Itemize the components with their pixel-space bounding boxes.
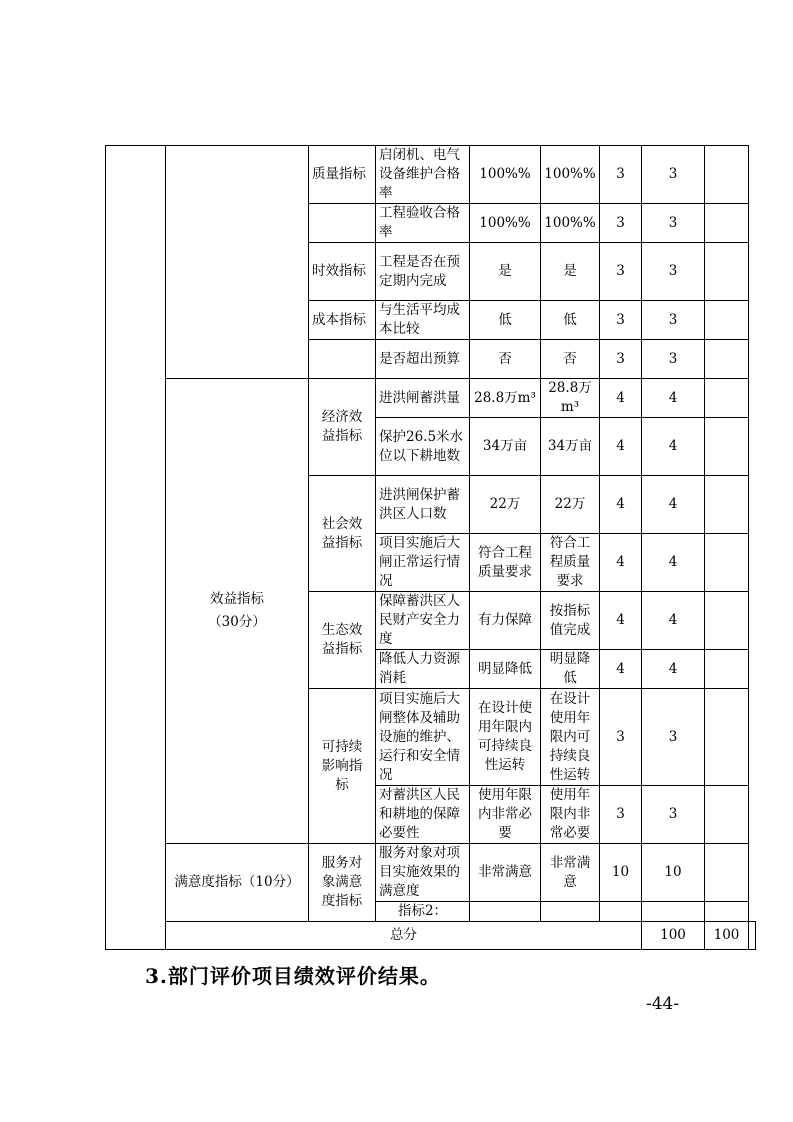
remark-cell [705, 689, 749, 786]
target-cell: 明显降低 [470, 650, 541, 689]
score-cell: 3 [642, 340, 705, 379]
score-cell: 3 [642, 243, 705, 301]
indicator-cell: 项目实施后大闸整体及辅助设施的维护、运行和安全情况 [376, 689, 470, 786]
table-row [106, 844, 756, 902]
sub-indicator-cell [309, 689, 376, 844]
actual-cell: 明显降低 [541, 650, 600, 689]
weight-cell: 4 [600, 379, 642, 418]
score-cell: 3 [642, 786, 705, 844]
page-number: -44- [646, 994, 680, 1014]
indicator-cell: 进洪闸蓄洪量 [376, 379, 470, 418]
target-cell: 符合工程质量要求 [470, 534, 541, 592]
sub-indicator-cell: 质量指标 [309, 146, 376, 204]
weight-cell: 3 [600, 243, 642, 301]
weight-cell: 3 [600, 340, 642, 379]
remark-cell [705, 786, 749, 844]
weight-cell: 3 [600, 689, 642, 786]
target-cell: 28.8万m³ [470, 379, 541, 418]
target-cell: 否 [470, 340, 541, 379]
target-cell: 使用年限内非常必要 [470, 786, 541, 844]
actual-cell: 符合工程质量要求 [541, 534, 600, 592]
remark-cell [705, 650, 749, 689]
weight-cell: 4 [600, 418, 642, 476]
table-row [106, 379, 756, 418]
weight-cell: 10 [600, 844, 642, 902]
sub-indicator-label: 经济效益指标 [321, 409, 363, 444]
benefit-category-label: 效益指标（30分） [208, 591, 266, 630]
indicator-cell: 服务对象对项目实施效果的满意度 [376, 844, 470, 902]
score-cell: 4 [642, 534, 705, 592]
weight-cell: 3 [600, 204, 642, 243]
section-heading: 3.部门评价项目绩效评价结果。 [145, 964, 441, 988]
target-cell: 22万 [470, 476, 541, 534]
remark-cell [705, 340, 749, 379]
remark-cell [705, 476, 749, 534]
satisfaction-category-cell: 满意度指标（10分） [166, 844, 309, 922]
indicator-cell: 工程是否在预定期内完成 [376, 243, 470, 301]
actual-cell: 在设计使用年限内可持续良性运转 [541, 689, 600, 786]
total-row [106, 922, 756, 950]
sub-indicator-cell [309, 844, 376, 922]
weight-cell: 3 [600, 786, 642, 844]
actual-cell: 否 [541, 340, 600, 379]
remark-cell [705, 418, 749, 476]
remark-cell [705, 534, 749, 592]
weight-cell [600, 902, 642, 922]
target-cell: 100%% [470, 146, 541, 204]
weight-cell: 3 [600, 146, 642, 204]
score-cell: 3 [642, 146, 705, 204]
target-cell: 100%% [470, 204, 541, 243]
output-category-cell [166, 146, 309, 379]
remark-cell [705, 301, 749, 340]
target-cell: 低 [470, 301, 541, 340]
score-cell: 4 [642, 418, 705, 476]
actual-cell: 22万 [541, 476, 600, 534]
actual-cell: 100%% [541, 146, 600, 204]
target-cell: 在设计使用年限内可持续良性运转 [470, 689, 541, 786]
actual-cell: 非常满意 [541, 844, 600, 902]
indicator-cell: 降低人力资源消耗 [376, 650, 470, 689]
remark-cell [705, 204, 749, 243]
sub-indicator-cell [309, 476, 376, 592]
sub-indicator-label: 社会效益指标 [321, 515, 363, 551]
outer-blank-cell [106, 146, 166, 950]
total-score: 100 [705, 922, 749, 950]
actual-cell: 低 [541, 301, 600, 340]
benefit-category-cell [166, 379, 309, 844]
remark-cell [705, 243, 749, 301]
sub-indicator-cell: 成本指标 [309, 301, 376, 340]
performance-table [105, 145, 756, 950]
indicator-cell: 与生活平均成本比较 [376, 301, 470, 340]
actual-cell: 34万亩 [541, 418, 600, 476]
total-weight: 100 [642, 922, 705, 950]
sub-indicator-cell [309, 379, 376, 476]
weight-cell: 4 [600, 534, 642, 592]
weight-cell: 3 [600, 301, 642, 340]
indicator-cell: 启闭机、电气设备维护合格率 [376, 146, 470, 204]
indicator-cell: 工程验收合格率 [376, 204, 470, 243]
score-cell: 4 [642, 476, 705, 534]
sub-indicator-cell [309, 592, 376, 689]
sub-indicator-cell [309, 204, 376, 243]
weight-cell: 4 [600, 592, 642, 650]
target-cell: 是 [470, 243, 541, 301]
score-cell: 3 [642, 689, 705, 786]
actual-cell [541, 902, 600, 922]
score-cell: 3 [642, 301, 705, 340]
target-cell: 34万亩 [470, 418, 541, 476]
sub-indicator-label: 服务对象满意度指标 [321, 855, 363, 909]
actual-cell: 按指标值完成 [541, 592, 600, 650]
sub-indicator-label: 可持续影响指标 [321, 738, 363, 793]
actual-cell: 28.8万m³ [541, 379, 600, 418]
remark-cell [705, 844, 749, 902]
sub-indicator-cell [309, 340, 376, 379]
score-cell: 4 [642, 379, 705, 418]
actual-cell: 100%% [541, 204, 600, 243]
remark-cell [705, 146, 749, 204]
actual-cell: 是 [541, 243, 600, 301]
remark-cell [705, 902, 749, 922]
total-label: 总分 [166, 922, 642, 950]
actual-cell: 使用年限内非常必要 [541, 786, 600, 844]
indicator-cell: 进洪闸保护蓄洪区人口数 [376, 476, 470, 534]
sub-indicator-label: 生态效益指标 [321, 622, 363, 657]
indicator-cell: 对蓄洪区人民和耕地的保障必要性 [376, 786, 470, 844]
indicator-cell: 项目实施后大闸正常运行情况 [376, 534, 470, 592]
table-row [106, 146, 756, 204]
weight-cell: 4 [600, 650, 642, 689]
score-cell: 4 [642, 592, 705, 650]
indicator-cell: 指标2： [376, 902, 470, 922]
indicator-cell: 保障蓄洪区人民财产安全力度 [376, 592, 470, 650]
weight-cell: 4 [600, 476, 642, 534]
target-cell: 有力保障 [470, 592, 541, 650]
score-cell: 4 [642, 650, 705, 689]
score-cell: 10 [642, 844, 705, 902]
remark-cell [705, 592, 749, 650]
indicator-cell: 是否超出预算 [376, 340, 470, 379]
remark-cell [705, 379, 749, 418]
target-cell: 非常满意 [470, 844, 541, 902]
target-cell [470, 902, 541, 922]
score-cell [642, 902, 705, 922]
indicator-cell: 保护26.5米水位以下耕地数 [376, 418, 470, 476]
score-cell: 3 [642, 204, 705, 243]
sub-indicator-cell: 时效指标 [309, 243, 376, 301]
remark-cell [749, 922, 756, 950]
